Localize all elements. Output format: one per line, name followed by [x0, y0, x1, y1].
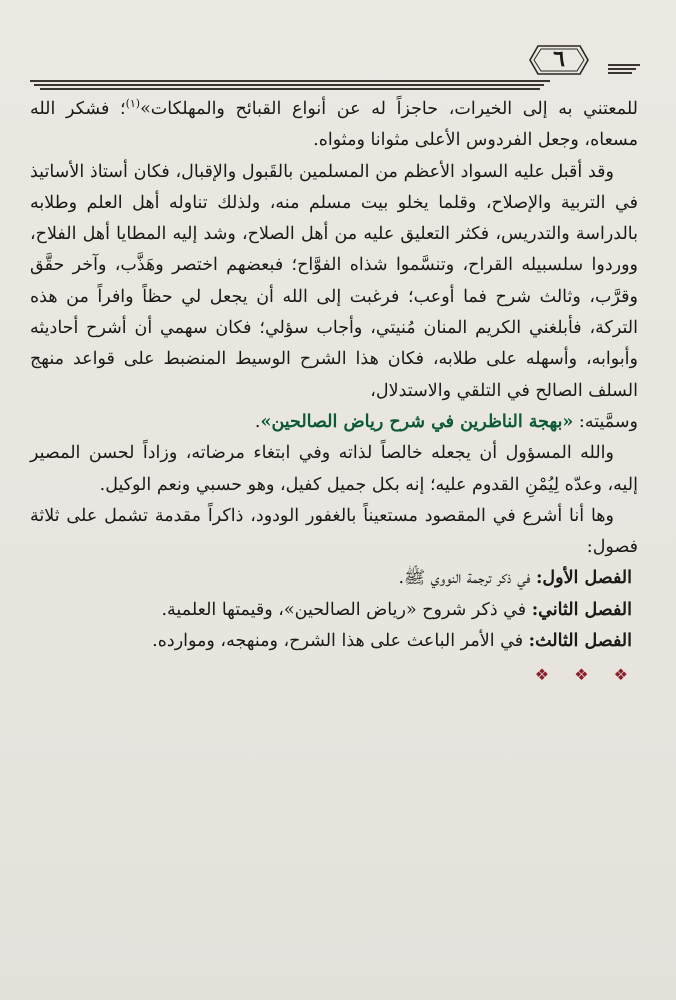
header-rule — [608, 72, 632, 74]
footnote-marker[interactable]: (١) — [125, 97, 141, 111]
header-rule — [608, 68, 636, 70]
header-rule — [30, 80, 550, 82]
paragraph: والله المسؤول أن يجعله خالصاً لذاته وفي ابتغاء مرضاته، وزاداً لحسن المصير إليه، وعدّه لِيُمْنِ القدوم عليه؛ إنه بكل جميل كفيل، وهو حسبي ونعم الوكيل. — [30, 443, 638, 495]
book-title: «بهجة الناظرين في شرح رياض الصالحين» — [260, 411, 574, 432]
header-rule — [40, 88, 540, 90]
chapter-label: الفصل الثالث: — [528, 631, 632, 652]
chapter-item — [30, 626, 638, 657]
page-number-frame — [528, 40, 590, 80]
paragraph — [30, 94, 638, 157]
chapter-label: الفصل الثاني: — [531, 599, 632, 620]
chapter-desc: في ذكر ترجمة النووي ﷺ. — [398, 568, 536, 589]
paragraph-text: . — [254, 411, 261, 432]
header-rule — [34, 84, 544, 86]
body-text — [30, 94, 638, 691]
ornament-divider: ❖ ❖ ❖ — [534, 665, 638, 685]
paragraph — [30, 407, 638, 438]
paragraph: وها أنا أشرع في المقصود مستعيناً بالغفور الودود، ذاكراً مقدمة تشمل على ثلاثة فصول: — [30, 505, 638, 558]
paragraph-text: ؛ فشكر الله مسعاه، وجعل الفردوس الأعلى مثوانا ومثواه. — [30, 99, 638, 151]
page-number: ٦ — [553, 46, 565, 72]
page-header — [22, 40, 654, 92]
paragraph-text: وسمَّيته: — [573, 411, 638, 432]
chapter-label: الفصل الأول: — [535, 568, 632, 589]
chapter-desc: في الأمر الباعث على هذا الشرح، ومنهجه، وموارده. — [152, 631, 529, 652]
paragraph-text: للمعتني به إلى الخيرات، حاجزاً له عن أنواع القبائح والمهلكات» — [140, 99, 638, 119]
paragraph: وقد أقبل عليه السواد الأعظم من المسلمين بالقَبول والإقبال، فكان أستاذ الأساتيذ في التربية والإصلاح، وقلما يخلو بيت مسلم منه، ولذلك تناوله أهل العلم وطلابه بالدراسة والتدريس، فكثر التعليق عليه من أهل الصلاح، وشد إليه المطايا أهل الفلاح، ووردوا سلسبيله القراح، وتنسَّموا شذاه الفوَّاح؛ فبعضهم اختصر وهَذَّب، وآخر حقَّق وقرَّب، وثالث شرح فما أوعب؛ فرغبت إلى الله أن يجعل لي حظاً وافراً من هذه التركة، فأبلغني الكريم المنان مُنيتي، وأجاب سؤلي؛ فكان سهمي أن أشرح أحاديثه وأبوابه، وأسهله على طلابه، فكان هذا الشرح الوسيط المنضبط على قواعد منهج السلف الصالح في التلقي والاستدلال، — [30, 161, 638, 401]
header-rule — [608, 64, 640, 66]
chapter-item — [30, 563, 638, 594]
chapter-item — [30, 595, 638, 626]
chapter-desc: في ذكر شروح «رياض الصالحين»، وقيمتها العلمية. — [161, 599, 532, 620]
